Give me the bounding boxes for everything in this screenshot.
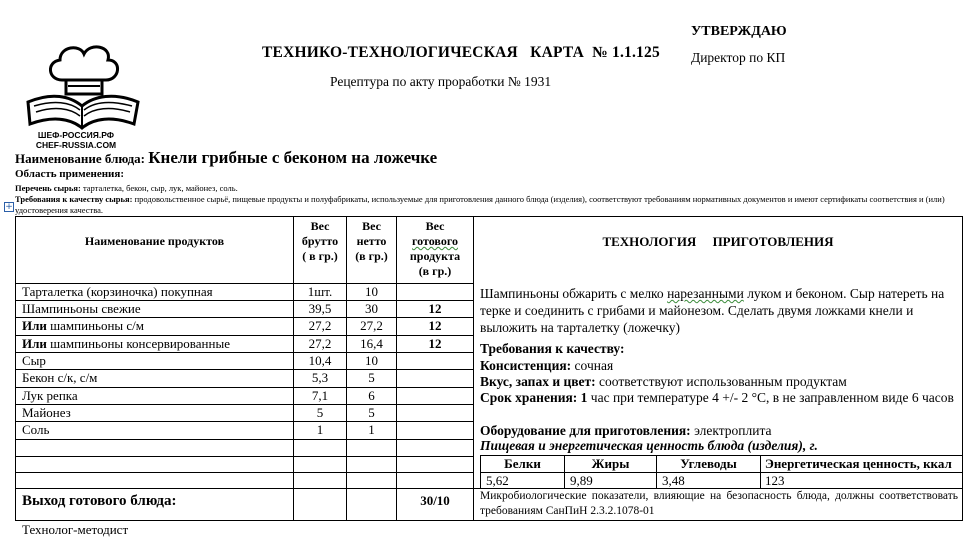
ingredient-ready: 12 bbox=[428, 301, 442, 316]
storage-time: Срок хранения: 1 час при температуре 4 +/- 2 °С, в не заправленном виде 6 часов bbox=[480, 390, 954, 405]
ingredient-net: 16,4 bbox=[360, 336, 383, 351]
col-header-product: Наименование продуктов bbox=[84, 234, 225, 248]
ingredient-net: 30 bbox=[365, 301, 378, 316]
nutrition-value-protein: 5,62 bbox=[486, 473, 509, 488]
table-move-handle-icon[interactable]: + bbox=[5, 202, 13, 212]
ingredient-gross: 5 bbox=[316, 405, 324, 420]
dish-name: Кнели грибные с беконом на ложечке bbox=[148, 148, 438, 167]
ingredient-net: 10 bbox=[365, 353, 378, 368]
ingredient-gross: 27,2 bbox=[308, 318, 332, 333]
nutrition-value-carbs: 3,48 bbox=[662, 473, 685, 488]
col-header-ready: Вес готового продукта (в гр.) bbox=[409, 219, 461, 278]
ingredient-name: Сыр bbox=[22, 353, 46, 368]
col-header-technology: ТЕХНОЛОГИЯ ПРИГОТОВЛЕНИЯ bbox=[602, 234, 834, 249]
ingredient-net: 10 bbox=[365, 284, 378, 299]
logo-text-en: CHEF-RUSSIA.COM bbox=[35, 140, 117, 150]
ingredient-name: Соль bbox=[22, 422, 50, 437]
ingredient-net: 6 bbox=[368, 388, 375, 403]
equipment: Оборудование для приготовления: электроплита bbox=[480, 423, 772, 438]
ingredient-gross: 1шт. bbox=[307, 284, 333, 299]
nutrition-value-fat: 9,89 bbox=[570, 473, 593, 488]
raw-quality-label: Требования к качеству сырья: bbox=[15, 194, 133, 204]
ingredient-name: Майонез bbox=[22, 405, 71, 420]
raw-quality-value: продовольственное сырьё, пищевые продукты и полуфабрикаты, используемые для приготовления данного блюда (изделия), соответствуют требованиям нормативных документов и имеют сертификаты соответствия и (или) удостоверения качества. bbox=[15, 194, 945, 215]
ingredient-name: Тарталетка (корзиночка) покупная bbox=[22, 284, 213, 299]
logo-text-ru: ШЕФ-РОССИЯ.РФ bbox=[37, 130, 115, 140]
col-header-gross: Вес брутто ( в гр.) bbox=[301, 219, 339, 263]
ingredient-gross: 7,1 bbox=[311, 388, 329, 403]
ingredient-gross: 39,5 bbox=[308, 301, 332, 316]
ingredient-name: Лук репка bbox=[22, 388, 78, 403]
dish-name-line bbox=[15, 148, 437, 168]
output-label: Выход готового блюда: bbox=[22, 493, 177, 509]
nutrition-header-protein: Белки bbox=[504, 456, 541, 471]
microbiology-requirements: Микробиологические показатели, влияющие на безопасность блюда, должны соответствовать требованиям СанПиН 2.3.2.1078-01 bbox=[480, 490, 958, 517]
dish-name-label: Наименование блюда: bbox=[15, 151, 145, 166]
ingredient-name: Или шампиньоны консервированные bbox=[22, 336, 230, 351]
nutrition-header-fat: Жиры bbox=[591, 456, 630, 471]
nutrition-value-energy: 123 bbox=[765, 473, 785, 488]
quality-requirements-label: Требования к качеству: bbox=[480, 341, 625, 356]
col-header-net: Вес нетто (в гр.) bbox=[355, 219, 388, 263]
application-area: Область применения: bbox=[15, 168, 124, 180]
technologist-label: Технолог-методист bbox=[22, 522, 129, 537]
nutrition-title: Пищевая и энергетическая ценность блюда (изделия), г. bbox=[480, 438, 818, 453]
raw-materials bbox=[15, 183, 238, 193]
ingredient-gross: 1 bbox=[316, 422, 324, 437]
ingredient-gross: 5,3 bbox=[311, 370, 329, 385]
nutrition-header-energy: Энергетическая ценность, ккал bbox=[765, 456, 952, 471]
raw-quality-requirements bbox=[15, 194, 945, 216]
raw-materials-label: Перечень сырья: bbox=[15, 183, 81, 193]
ingredient-net: 27,2 bbox=[360, 318, 383, 333]
technology-description: Шампиньоны обжарить с мелко нарезанными луком и беконом. Сыр натереть на терке и соединить с грибами и майонезом. Сделать двумя ложками кнели и выложить на тарталетку (ложечку) bbox=[480, 286, 945, 335]
ingredient-net: 1 bbox=[368, 422, 375, 437]
approve-label: УТВЕРЖДАЮ bbox=[691, 24, 787, 39]
taste-smell-color: Вкус, запах и цвет: соответствуют использованным продуктам bbox=[480, 374, 847, 389]
output-value: 30/10 bbox=[420, 493, 450, 508]
ingredient-name: Или шампиньоны с/м bbox=[22, 318, 145, 333]
raw-materials-value: тарталетка, бекон, сыр, лук, майонез, соль. bbox=[82, 183, 238, 193]
card-subtitle: Рецептура по акту проработки № 1931 bbox=[330, 74, 552, 89]
card-title: ТЕХНИКО-ТЕХНОЛОГИЧЕСКАЯ КАРТА № 1.1.125 bbox=[262, 44, 660, 61]
ingredient-name: Шампиньоны свежие bbox=[22, 301, 141, 316]
ingredient-ready: 12 bbox=[428, 318, 442, 333]
ingredient-name: Бекон с/к, с/м bbox=[22, 370, 98, 385]
ingredient-ready: 12 bbox=[428, 336, 442, 351]
ingredient-net: 5 bbox=[368, 370, 375, 385]
nutrition-header-carbs: Углеводы bbox=[680, 456, 737, 471]
ingredient-gross: 27,2 bbox=[308, 336, 332, 351]
ingredient-net: 5 bbox=[368, 405, 375, 420]
chef-hat-book-icon bbox=[22, 40, 142, 132]
ingredient-gross: 10,4 bbox=[308, 353, 332, 368]
director-label: Директор по КП bbox=[691, 50, 786, 65]
consistency: Консистенция: сочная bbox=[480, 358, 614, 373]
